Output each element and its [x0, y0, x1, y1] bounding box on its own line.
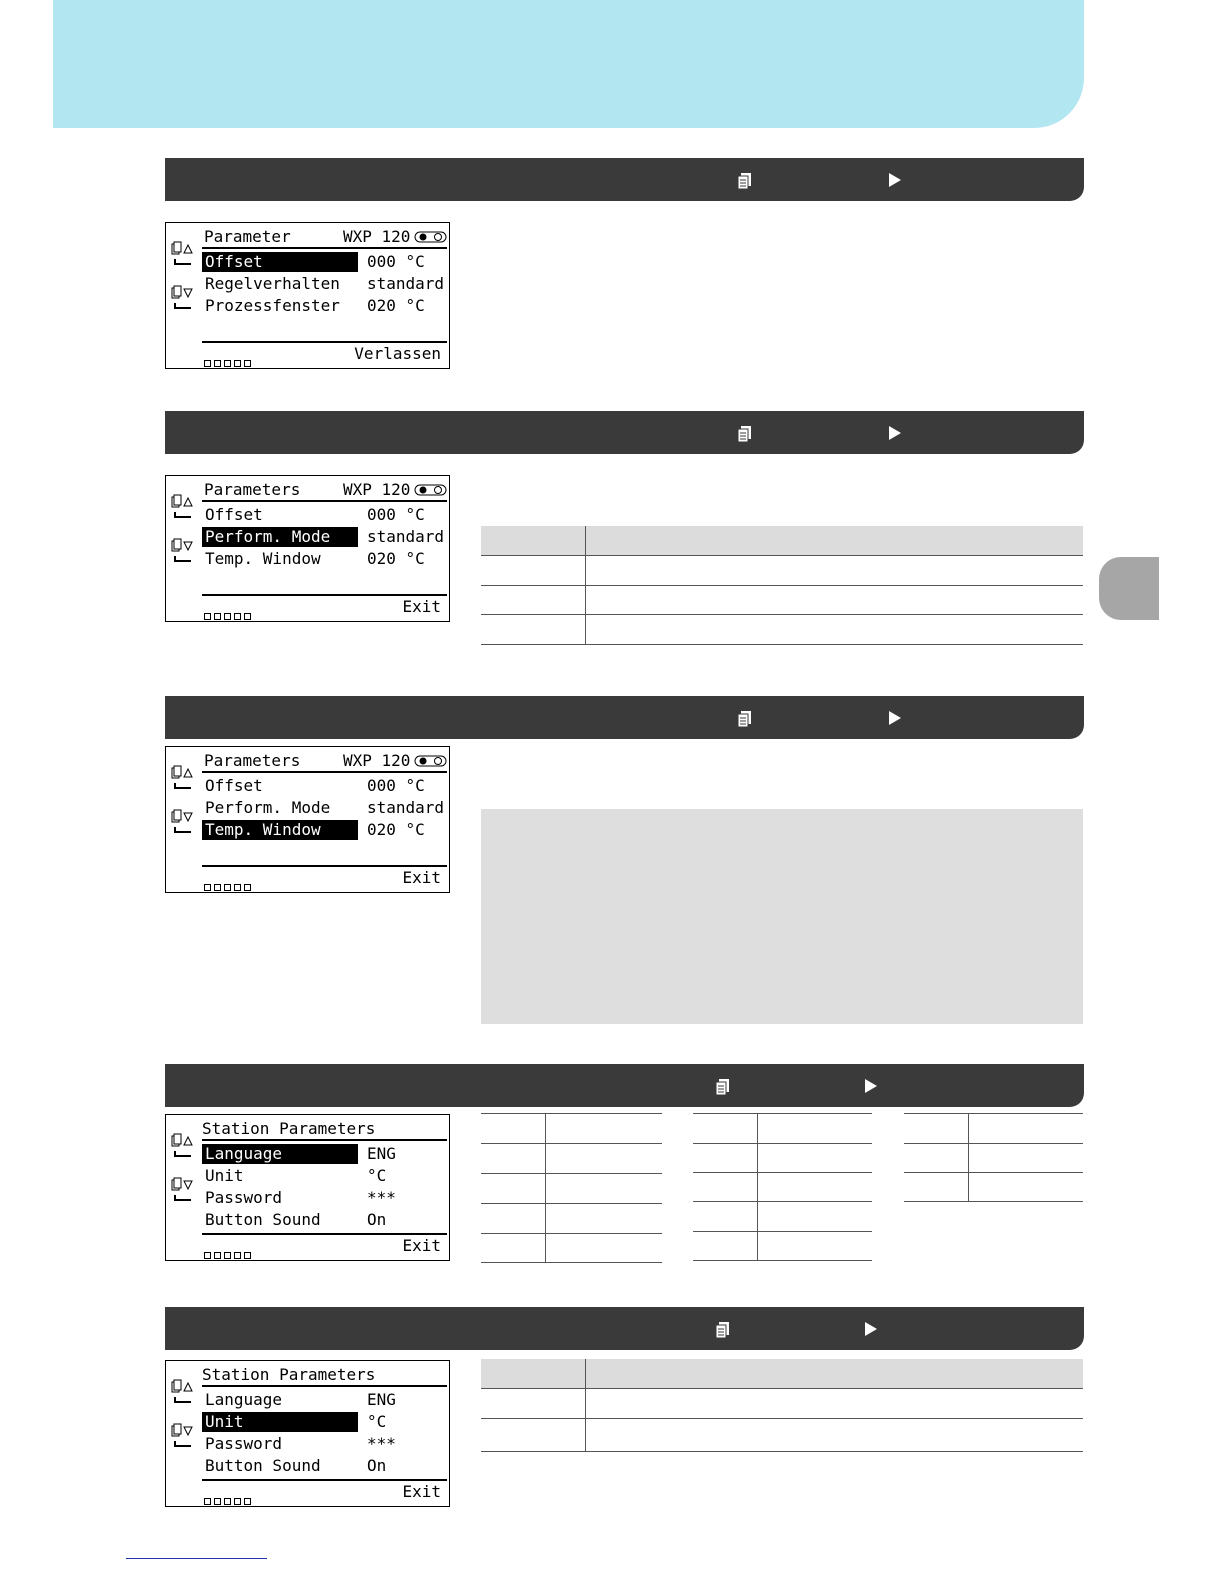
lcd-model: WXP 120 — [343, 480, 411, 499]
table-rule — [481, 1173, 662, 1174]
lcd-row-label: Temp. Window — [205, 549, 321, 568]
scroll-down-icon[interactable] — [171, 1423, 193, 1449]
lcd-header-rule — [202, 247, 447, 249]
table-rule — [904, 1143, 1083, 1144]
lcd-row-label: Offset — [202, 252, 358, 272]
table-rule — [693, 1260, 872, 1261]
lcd-row-value: standard — [367, 527, 445, 546]
lcd-row-value: 020 °C — [367, 549, 425, 568]
perform-mode-table — [481, 526, 1083, 645]
lcd-row-label: Offset — [205, 505, 263, 524]
battery-toggle-icon — [414, 483, 448, 497]
lcd-row-label: Password — [205, 1188, 283, 1207]
chapter-side-tab — [1099, 557, 1159, 620]
lcd-header-rule — [202, 771, 447, 773]
table-rule — [481, 1388, 1083, 1389]
table-rule — [481, 555, 1083, 556]
lcd-row[interactable] — [202, 798, 447, 818]
language-table-3 — [904, 1113, 1083, 1203]
lcd-footer-rule — [202, 594, 447, 596]
scroll-up-icon[interactable] — [171, 1133, 193, 1159]
lcd-row-label: Button Sound — [205, 1456, 321, 1475]
lcd-row-label: Offset — [205, 776, 263, 795]
table-rule — [481, 644, 1083, 645]
copy-icon — [737, 172, 752, 190]
scroll-down-icon[interactable] — [171, 538, 193, 564]
table-rule — [481, 1143, 662, 1144]
table-rule — [693, 1143, 872, 1144]
lcd-row-label: Perform. Mode — [202, 527, 358, 547]
scroll-up-icon[interactable] — [171, 494, 193, 520]
lcd-screen-parameter-de — [165, 222, 450, 369]
lcd-row[interactable] — [202, 1144, 447, 1164]
lcd-footer-rule — [202, 341, 447, 343]
footer-rule — [126, 1558, 267, 1559]
language-table-1 — [481, 1113, 662, 1263]
lcd-row-label: Regelverhalten — [205, 274, 340, 293]
lcd-row[interactable] — [202, 1166, 447, 1186]
lcd-screen-station-unit — [165, 1360, 450, 1507]
lcd-row[interactable] — [202, 1456, 447, 1476]
scroll-up-icon[interactable] — [171, 1379, 193, 1405]
lcd-row[interactable] — [202, 505, 447, 525]
table-rule — [481, 585, 1083, 586]
lcd-row-label: Prozessfenster — [205, 296, 340, 315]
table-divider — [585, 1359, 586, 1451]
lcd-exit-label[interactable]: Exit — [402, 597, 441, 616]
lcd-row-value: ENG — [367, 1390, 396, 1409]
table-rule — [481, 1262, 662, 1263]
play-icon — [865, 1079, 877, 1093]
lcd-title: Station Parameters — [202, 1365, 376, 1384]
battery-toggle-icon — [414, 754, 448, 768]
lcd-screen-station-language — [165, 1114, 450, 1261]
table-rule — [481, 614, 1083, 615]
lcd-row-label: Temp. Window — [202, 820, 358, 840]
lcd-row-value: *** — [367, 1434, 396, 1453]
lcd-row[interactable] — [202, 820, 447, 840]
lcd-title: Station Parameters — [202, 1119, 376, 1138]
table-divider — [545, 1113, 546, 1262]
lcd-row-label: Unit — [205, 1166, 244, 1185]
lcd-row-label: Language — [202, 1144, 358, 1164]
language-table-2 — [693, 1113, 872, 1261]
lcd-row-value: 000 °C — [367, 252, 425, 271]
unit-table — [481, 1359, 1083, 1452]
scroll-down-icon[interactable] — [171, 809, 193, 835]
lcd-model: WXP 120 — [343, 751, 411, 770]
table-header — [481, 1359, 1083, 1388]
lcd-row[interactable] — [202, 1210, 447, 1230]
section-bar-4 — [165, 1064, 1084, 1107]
table-rule — [481, 1203, 662, 1204]
scroll-down-icon[interactable] — [171, 1177, 193, 1203]
lcd-footer-rule — [202, 865, 447, 867]
section-bar-3 — [165, 696, 1084, 739]
lcd-row-label: Language — [205, 1390, 283, 1409]
section-bar-1 — [165, 158, 1084, 201]
table-divider — [757, 1113, 758, 1260]
lcd-row[interactable] — [202, 296, 447, 316]
top-banner — [53, 0, 1084, 128]
table-rule — [481, 1418, 1083, 1419]
lcd-model: WXP 120 — [343, 227, 411, 246]
table-rule — [904, 1201, 1083, 1202]
lcd-row-value: 020 °C — [367, 820, 425, 839]
lcd-row-label: Unit — [202, 1412, 358, 1432]
table-rule — [693, 1113, 872, 1114]
lcd-header-rule — [202, 1385, 447, 1387]
copy-icon — [737, 425, 752, 443]
lcd-row-value: 000 °C — [367, 505, 425, 524]
section-bar-2 — [165, 411, 1084, 454]
scroll-up-icon[interactable] — [171, 241, 193, 267]
lcd-header-rule — [202, 500, 447, 502]
lcd-row-value: °C — [367, 1412, 387, 1431]
table-header — [481, 526, 1083, 555]
scroll-down-icon[interactable] — [171, 285, 193, 311]
lcd-row-value: °C — [367, 1166, 387, 1185]
copy-icon — [715, 1078, 730, 1096]
lcd-row-label: Password — [205, 1434, 283, 1453]
table-rule — [481, 1233, 662, 1234]
lcd-row-value: standard — [367, 798, 445, 817]
lcd-row-value: ENG — [367, 1144, 396, 1163]
lcd-screen-perform-mode — [165, 475, 450, 622]
lcd-title: Parameter — [204, 227, 291, 246]
lcd-row-value: On — [367, 1456, 387, 1475]
lcd-row-label: Perform. Mode — [205, 798, 331, 817]
lcd-row[interactable] — [202, 549, 447, 569]
lcd-row[interactable] — [202, 776, 447, 796]
scroll-up-icon[interactable] — [171, 765, 193, 791]
lcd-row-value: 020 °C — [367, 296, 425, 315]
battery-toggle-icon — [414, 230, 448, 244]
lcd-page-dots — [204, 1244, 254, 1252]
lcd-row[interactable] — [202, 1390, 447, 1410]
lcd-footer-rule — [202, 1233, 447, 1235]
table-divider — [968, 1113, 969, 1201]
play-icon — [889, 173, 901, 187]
lcd-row-value: On — [367, 1210, 387, 1229]
table-rule — [481, 1451, 1083, 1452]
table-rule — [693, 1201, 872, 1202]
play-icon — [889, 426, 901, 440]
table-rule — [693, 1231, 872, 1232]
lcd-row[interactable] — [202, 1188, 447, 1208]
lcd-row[interactable] — [202, 1434, 447, 1454]
note-box — [481, 809, 1083, 1024]
lcd-footer-rule — [202, 1479, 447, 1481]
lcd-page-dots — [204, 352, 254, 360]
table-rule — [481, 1113, 662, 1114]
table-rule — [904, 1172, 1083, 1173]
lcd-exit-label[interactable]: Exit — [402, 868, 441, 887]
lcd-exit-label[interactable]: Verlassen — [354, 344, 441, 363]
lcd-row-label: Button Sound — [205, 1210, 321, 1229]
lcd-row[interactable] — [202, 252, 447, 272]
copy-icon — [737, 710, 752, 728]
section-bar-5 — [165, 1307, 1084, 1350]
lcd-row-value: *** — [367, 1188, 396, 1207]
play-icon — [865, 1322, 877, 1336]
lcd-exit-label[interactable]: Exit — [402, 1482, 441, 1501]
lcd-page-dots — [204, 605, 254, 613]
play-icon — [889, 711, 901, 725]
lcd-header-rule — [202, 1139, 447, 1141]
lcd-page-dots — [204, 1490, 254, 1498]
lcd-title: Parameters — [204, 751, 301, 770]
table-divider — [585, 526, 586, 644]
lcd-row-value: 000 °C — [367, 776, 425, 795]
lcd-row[interactable] — [202, 274, 447, 294]
copy-icon — [715, 1321, 730, 1339]
lcd-page-dots — [204, 876, 254, 884]
lcd-title: Parameters — [204, 480, 301, 499]
lcd-row[interactable] — [202, 1412, 447, 1432]
lcd-row-value: standard — [367, 274, 445, 293]
lcd-screen-temp-window — [165, 746, 450, 893]
table-rule — [693, 1172, 872, 1173]
table-rule — [904, 1113, 1083, 1114]
lcd-row[interactable] — [202, 527, 447, 547]
lcd-exit-label[interactable]: Exit — [402, 1236, 441, 1255]
